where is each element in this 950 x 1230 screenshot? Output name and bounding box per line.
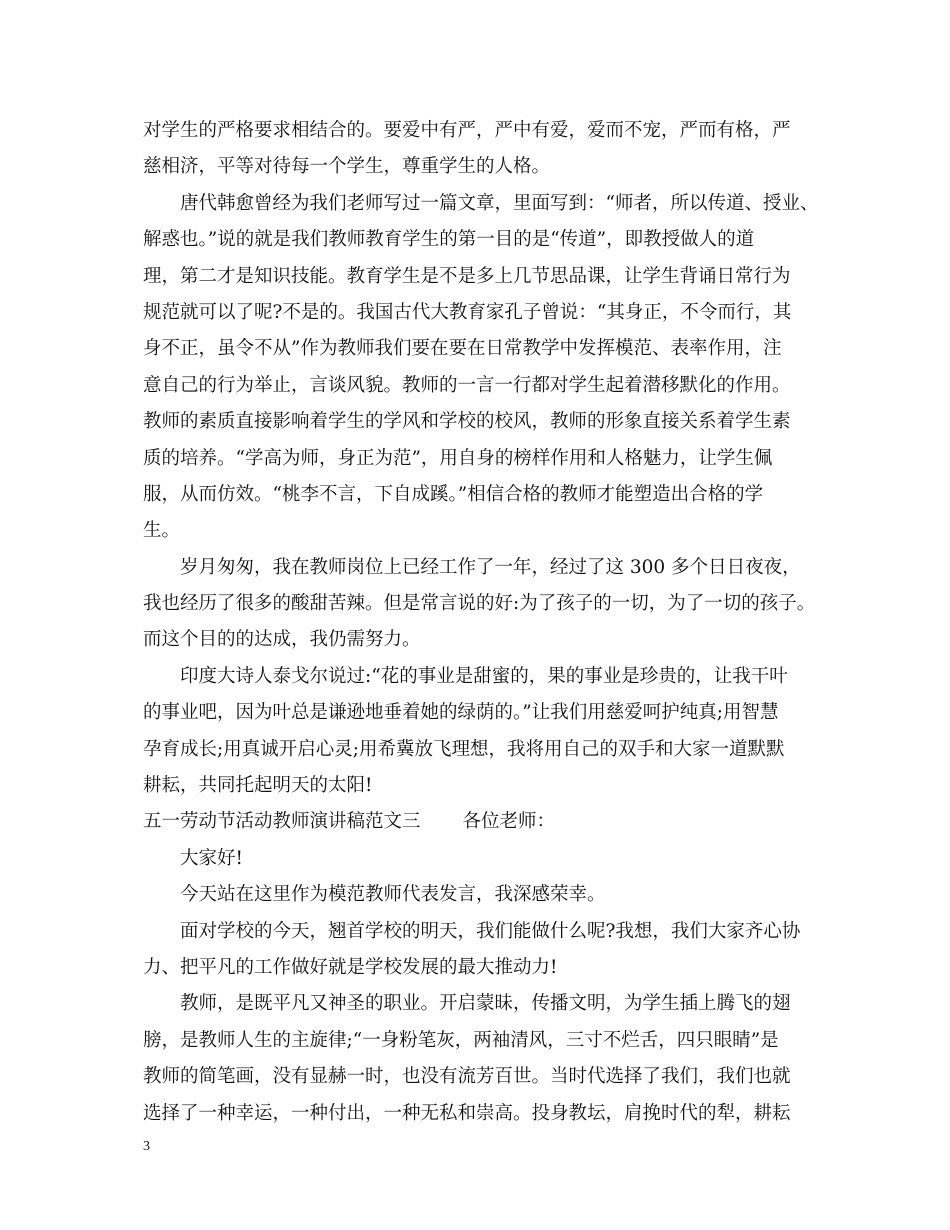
text-line: 大家好!	[180, 847, 243, 869]
salutation: 各位老师：	[462, 811, 556, 833]
text-line: 今天站在这里作为模范教师代表发言，我深感荣幸。	[180, 884, 606, 906]
text-line: 岁月匆匆，我在教师岗位上已经工作了一年，经过了这 300 多个日日夜夜，	[180, 556, 801, 578]
text-line: 而这个目的的达成，我仍需努力。	[143, 629, 421, 651]
text-line: 的事业吧，因为叶总是谦逊地垂着她的绿荫的。”让我们用慈爱呵护纯真;用智慧	[143, 702, 779, 724]
text-line: 慈相济，平等对待每一个学生，尊重学生的人格。	[143, 156, 551, 178]
text-line: 意自己的行为举止，言谈风貌。教师的一言一行都对学生起着潜移默化的作用。	[143, 374, 791, 396]
text-line: 解惑也。”说的就是我们教师教育学生的第一目的是“传道”，即教授做人的道	[143, 229, 755, 251]
text-line: 对学生的严格要求相结合的。要爱中有严，严中有爱，爱而不宠，严而有格，严	[143, 120, 791, 141]
text-line: 服，从而仿效。“桃李不言，下自成蹊。”相信合格的教师才能塑造出合格的学	[143, 483, 764, 505]
text-line: 膀，是教师人生的主旋律;“一身粉笔灰，两袖清风，三寸不烂舌，四只眼睛”是	[143, 1029, 779, 1051]
page-number: 3	[143, 1139, 150, 1154]
text-line: 力、把平凡的工作做好就是学校发展的最大推动力!	[143, 956, 558, 978]
text-line: 印度大诗人泰戈尔说过:“花的事业是甜蜜的，果的事业是珍贵的，让我干叶	[180, 665, 788, 687]
text-line: 生。	[143, 520, 181, 542]
text-line: 身不正，虽令不从”作为教师我们要在要在日常教学中发挥模范、表率作用，注	[143, 338, 782, 360]
text-line: 选择了一种幸运，一种付出，一种无私和崇高。投身教坛，肩挽时代的犁，耕耘	[143, 1102, 791, 1124]
text-line: 教师的简笔画，没有显赫一时，也没有流芳百世。当时代选择了我们，我们也就	[143, 1066, 791, 1088]
body-text	[143, 113, 819, 1132]
text-line: 理，第二才是知识技能。教育学生是不是多上几节思品课，让学生背诵日常行为	[143, 265, 791, 287]
text-line: 教师，是既平凡又神圣的职业。开启蒙昧，传播文明，为学生插上腾飞的翅	[180, 993, 791, 1015]
section-heading	[143, 804, 813, 840]
text-line: 唐代韩愈曾经为我们老师写过一篇文章，里面写到：“师者，所以传道、授业、	[180, 192, 819, 214]
text-line: 教师的素质直接影响着学生的学风和学校的校风，教师的形象直接关系着学生素	[143, 411, 791, 433]
text-line: 面对学校的今天，翘首学校的明天，我们能做什么呢?我想，我们大家齐心协	[180, 920, 801, 942]
text-line: 耕耘，共同托起明天的太阳!	[143, 775, 373, 797]
section-title: 五一劳动节活动教师演讲稿范文三	[143, 811, 421, 833]
text-line: 孕育成长;用真诚开启心灵;用希冀放飞理想，我将用自己的双手和大家一道默默	[143, 738, 785, 760]
text-line: 规范就可以了呢?不是的。我国古代大教育家孔子曾说：“其身正，不令而行，其	[143, 301, 792, 323]
text-line: 质的培养。“学高为师，身正为范”，用自身的榜样作用和人格魅力，让学生佩	[143, 447, 773, 469]
text-line: 我也经历了很多的酸甜苦辣。但是常言说的好:为了孩子的一切，为了一切的孩子。	[143, 593, 816, 615]
